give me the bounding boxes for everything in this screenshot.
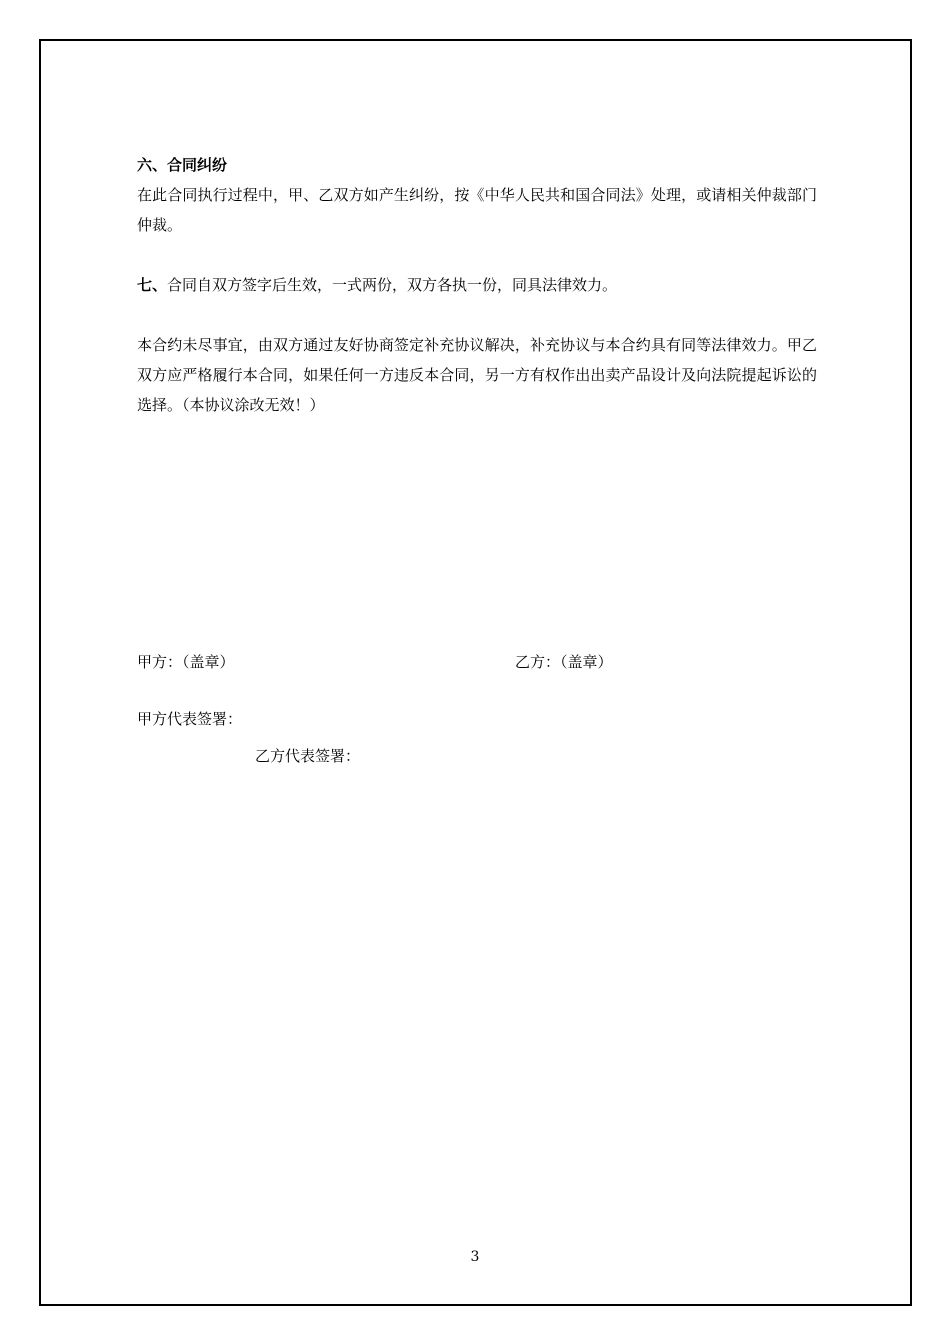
party-a-seal-label: 甲方：（盖章） — [137, 653, 235, 671]
supplement-body: 本合约未尽事宜，由双方通过友好协商签定补充协议解决，补充协议与本合约具有同等法律效力。甲乙双方应严格履行本合同，如果任何一方违反本合同，另一方有权作出出卖产品设计及向法院提起诉讼的选择。（本协议涂改无效！） — [137, 336, 817, 414]
section7-body: 合同自双方签字后生效，一式两份，双方各执一份，同具法律效力。 — [167, 276, 618, 294]
spacer — [137, 240, 817, 270]
section6-body: 在此合同执行过程中，甲、乙双方如产生纠纷，按《中华人民共和国合同法》处理，或请相关仲裁部门仲裁。 — [137, 186, 817, 234]
party-a-rep-label: 甲方代表签署： — [137, 710, 243, 728]
contract-body — [137, 150, 817, 420]
party-b-rep-label: 乙方代表签署： — [255, 747, 361, 765]
section7-paragraph — [137, 270, 817, 300]
section6-heading: 六、合同纠纷 — [137, 156, 228, 174]
party-b-seal-label: 乙方：（盖章） — [515, 653, 613, 671]
section7-lead: 七、 — [137, 276, 168, 294]
page-number: 3 — [470, 1249, 480, 1265]
spacer — [137, 300, 817, 330]
